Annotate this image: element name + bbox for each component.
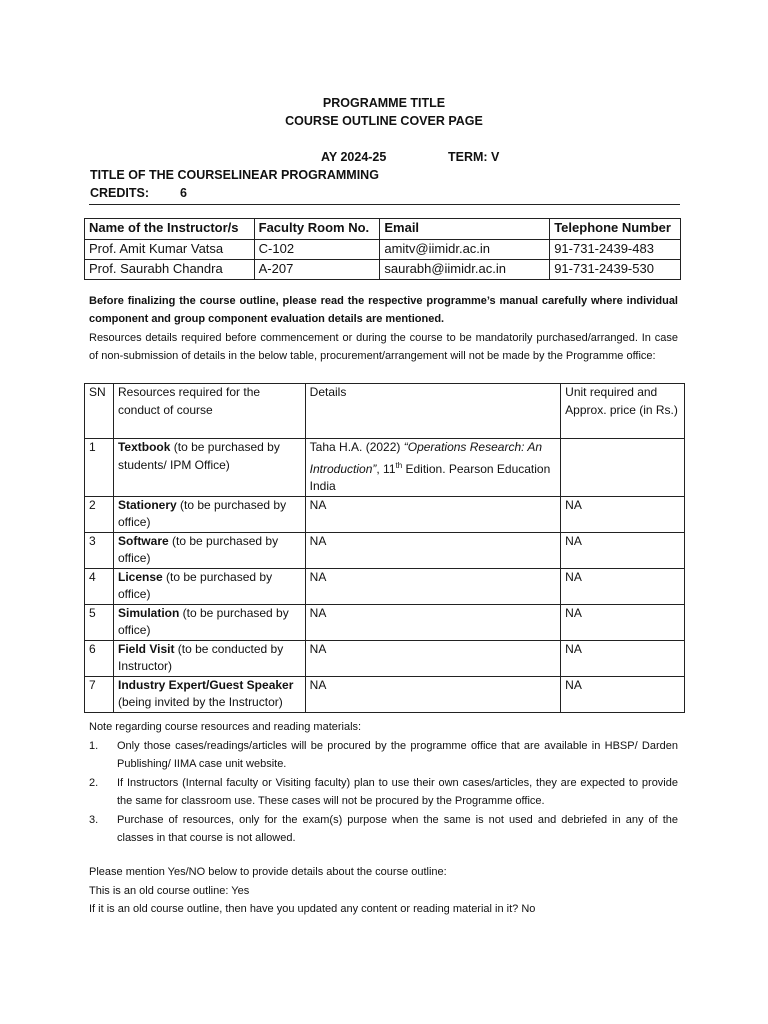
resource-sn: 5 — [85, 604, 114, 640]
academic-year: AY 2024-25 — [321, 150, 387, 164]
cover-page-title: COURSE OUTLINE COVER PAGE — [285, 114, 483, 128]
footer-instruction: Please mention Yes/NO below to provide details about the course outline: — [89, 866, 447, 878]
resource-unit: NA — [561, 568, 685, 604]
col-unit-price: Unit required and Approx. price (in Rs.) — [561, 384, 685, 439]
resource-unit: NA — [561, 640, 685, 676]
instructor-email: amitv@iimidr.ac.in — [380, 240, 550, 260]
resource-detail: NA — [305, 676, 561, 712]
resource-detail — [305, 439, 561, 497]
resource-row — [85, 640, 685, 676]
note-text: If Instructors (Internal faculty or Visiting faculty) plan to use their own cases/articles, they are expected to provide the same for classroom use. These cases will not be procured by the Programme office. — [117, 776, 678, 807]
resource-note: (being invited by the Instructor) — [117, 695, 283, 709]
detail-book-title: “Operations Research: An Introduction” — [309, 440, 543, 476]
resource-name — [113, 676, 305, 712]
credits-label: CREDITS: — [90, 186, 150, 200]
note-item — [89, 774, 678, 811]
detail-edition-suffix: th — [395, 460, 403, 470]
resource-row — [85, 568, 685, 604]
resource-note: (to be purchased by office) — [117, 569, 273, 601]
resource-sn: 3 — [85, 532, 114, 568]
note-number: 3. — [89, 813, 99, 826]
resource-name — [113, 604, 305, 640]
resource-type: Textbook — [117, 440, 171, 454]
course-title-value: LINEAR PROGRAMMING — [231, 168, 379, 182]
resource-row — [85, 439, 685, 497]
instructor-email: saurabh@iimidr.ac.in — [380, 260, 550, 280]
resource-sn: 1 — [85, 439, 114, 497]
col-sn: SN — [85, 384, 114, 439]
instructor-table — [84, 218, 681, 280]
detail-publisher: Edition. Pearson Education India — [309, 461, 551, 493]
term: TERM: V — [448, 150, 500, 164]
notes-section — [89, 718, 678, 848]
detail-author: Taha H.A. (2022) — [309, 440, 404, 454]
col-resource: Resources required for the conduct of course — [113, 384, 305, 439]
resource-name — [113, 568, 305, 604]
notes-heading: Note regarding course resources and reading materials: — [89, 721, 362, 733]
header-rule — [89, 204, 680, 205]
resources-header-row — [85, 384, 685, 439]
resource-name — [113, 532, 305, 568]
note-text: Only those cases/readings/articles will be procured by the programme office that are available in HBSP/ Darden Publishing/ IIMA case unit website. — [117, 739, 678, 770]
resource-sn: 6 — [85, 640, 114, 676]
instructor-name: Prof. Saurabh Chandra — [85, 260, 255, 280]
resource-row — [85, 604, 685, 640]
resource-name — [113, 439, 305, 497]
resource-detail: NA — [305, 568, 561, 604]
footer-section — [89, 863, 678, 919]
resource-detail: NA — [305, 604, 561, 640]
resource-unit — [561, 439, 685, 497]
resource-row — [85, 532, 685, 568]
col-email: Email — [380, 219, 550, 240]
resource-row — [85, 676, 685, 712]
notice-text: Resources details required before commencement or during the course to be mandatorily purchased/arranged. In case of non-submission of details in the below table, procurement/arrangement will not be made by the Programme office: — [89, 332, 678, 362]
instructor-phone: 91-731-2439-483 — [550, 240, 681, 260]
resource-type: Software — [117, 533, 169, 548]
resource-note: (to be purchased by office) — [117, 533, 279, 565]
resource-unit: NA — [561, 496, 685, 532]
note-number: 1. — [89, 739, 99, 752]
instructor-room: C-102 — [254, 240, 380, 260]
instructor-name: Prof. Amit Kumar Vatsa — [85, 240, 255, 260]
resource-type: License — [117, 569, 163, 584]
instructor-phone: 91-731-2439-530 — [550, 260, 681, 280]
resource-type: Field Visit — [117, 641, 175, 656]
note-text: Purchase of resources, only for the exam(s) purpose when the same is not used and debriefed in any of the classes in that course is not allowed. — [117, 813, 678, 844]
resource-note: (to be purchased by office) — [117, 605, 289, 637]
col-details: Details — [305, 384, 561, 439]
resource-sn: 7 — [85, 676, 114, 712]
resource-type: Simulation — [117, 605, 180, 620]
resource-sn: 2 — [85, 496, 114, 532]
notice-bold: Before finalizing the course outline, please read the respective programme’s manual carefully where individual component and group component evaluation details are mentioned. — [89, 295, 678, 325]
col-telephone: Telephone Number — [550, 219, 681, 240]
resource-sn: 4 — [85, 568, 114, 604]
resource-unit: NA — [561, 676, 685, 712]
resource-detail: NA — [305, 496, 561, 532]
resource-row — [85, 496, 685, 532]
resource-note: (to be conducted by Instructor) — [117, 641, 284, 673]
resource-detail: NA — [305, 640, 561, 676]
resource-type: Stationery — [117, 497, 177, 512]
footer-old-outline: This is an old course outline: Yes — [89, 884, 250, 897]
course-title-label: TITLE OF THE COURSE: — [90, 168, 236, 182]
col-instructor-name: Name of the Instructor/s — [85, 219, 255, 240]
resource-note: (to be purchased by students/ IPM Office) — [117, 440, 280, 472]
credits-value: 6 — [180, 186, 187, 200]
footer-updated-question: If it is an old course outline, then have you updated any content or reading material in it? No — [89, 903, 536, 915]
note-item — [89, 737, 678, 774]
note-number: 2. — [89, 776, 99, 789]
resource-unit: NA — [561, 604, 685, 640]
resource-note: (to be purchased by office) — [117, 497, 287, 529]
resource-type: Industry Expert/Guest Speaker — [117, 677, 294, 692]
resource-unit: NA — [561, 532, 685, 568]
instructor-room: A-207 — [254, 260, 380, 280]
instructor-row — [85, 240, 681, 260]
resource-name — [113, 640, 305, 676]
resource-detail: NA — [305, 532, 561, 568]
instructor-header-row — [85, 219, 681, 240]
instructor-row — [85, 260, 681, 280]
resource-name — [113, 496, 305, 532]
programme-title: PROGRAMME TITLE — [322, 96, 446, 110]
note-item — [89, 811, 678, 848]
col-faculty-room: Faculty Room No. — [254, 219, 380, 240]
detail-edition: , 11 — [376, 461, 396, 476]
resources-table — [84, 383, 685, 713]
